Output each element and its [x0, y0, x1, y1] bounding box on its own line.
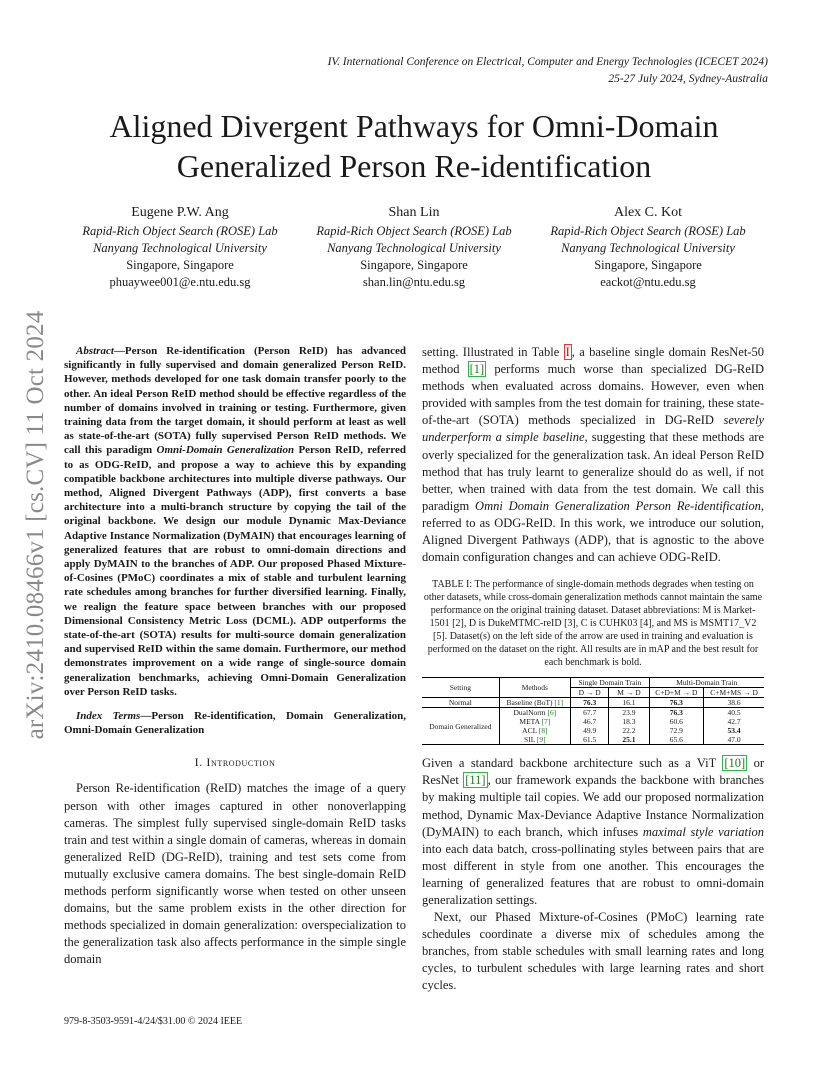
citation-link[interactable]: [11]	[465, 773, 486, 788]
abstract	[64, 344, 406, 699]
cell-value	[649, 708, 704, 718]
text-run: , a baseline single domain ResNet-50 method	[422, 345, 764, 377]
cell-value: 22.2	[609, 726, 649, 735]
cell-value	[649, 698, 704, 708]
abstract-text-2: Person ReID, referred to as ODG-ReID, and propose a way to achieve this by expanding compatible backbone architectures into multiple diverse pathways. Our method, Aligned Divergent Pathways (ADP), first converts a base architecture into a multi-branch structure by copying the tail of the original backbone. We design our module Dynamic Max-Deviance Adaptive Instance Normalization (DyMAIN) that encourages learning of generalized features that are robust to omni-domain directions and apply DyMAIN to the branches of ADP. Our proposed Phased Mixture-of-Cosines (PMoC) coordinates a mix of stable and turbulent learning rate schedules among branches for further diversified learning. Finally, we realign the feature space between branches with our proposed Dimensional Consistency Metric Loss (DCML). ADP outperforms the state-of-the-art (SOTA) results for multi-source domain generalization and supervised ReID within the same domain. Furthermore, our method demonstrates improvement on a wide range of single-source domain generalization benchmarks, achieving Omni-Domain Generalization over Person ReID tasks.	[64, 444, 406, 698]
author-lab: Rapid-Rich Object Search (ROSE) Lab	[82, 224, 278, 238]
header-col: M → D	[609, 688, 649, 698]
cell-value: 60.6	[649, 717, 704, 726]
text-run: setting. Illustrated in Table	[422, 345, 564, 359]
section-number: I.	[194, 755, 203, 770]
citation-link[interactable]: [6]	[547, 708, 557, 718]
index-terms	[64, 709, 406, 737]
conference-date: 25-27 July 2024, Sydney-Australia	[608, 73, 768, 85]
author-3	[532, 203, 764, 291]
method-name: SIL	[524, 735, 536, 745]
method-name: Baseline (BoT)	[506, 698, 553, 708]
conference-name: IV. International Conference on Electrical, Computer and Energy Technologies (ICECET 2024)	[327, 56, 768, 68]
results-table	[422, 677, 764, 745]
author-university: Nanyang Technological University	[561, 241, 735, 255]
index-terms-label: Index Terms	[76, 710, 141, 723]
cell-method	[499, 698, 570, 708]
intro-paragraph-3	[422, 755, 764, 909]
author-location: Singapore, Singapore	[360, 258, 468, 272]
left-column	[64, 344, 406, 969]
section-heading-introduction	[64, 755, 406, 770]
header-methods: Methods	[499, 678, 570, 698]
author-1	[64, 203, 296, 291]
intro-paragraph-1: Person Re-identification (ReID) matches the image of a query person with other images captured in other nonoverlapping cameras. The simplest fully supervised single-domain ReID tasks train and test within a single domain of cameras, whereas in domain generalized ReID (DG-ReID), training and test sets come from mutually exclusive camera domains. The best single-domain ReID methods perform significantly worse when tested on other unseen domains, but the same problem exists in the other direction for methods specialized in domain generalization: overspecialization to the generalization task also affects performance in the simple single domain	[64, 781, 406, 967]
best-value: 25.1	[622, 735, 636, 745]
author-email[interactable]: shan.lin@ntu.edu.sg	[362, 275, 466, 289]
citation-link[interactable]: [1]	[554, 698, 564, 708]
cell-setting: Domain Generalized	[422, 708, 499, 745]
author-name: Shan Lin	[388, 205, 440, 220]
method-name: DualNorm	[513, 708, 546, 718]
best-value: 76.3	[583, 698, 597, 708]
best-value: 76.3	[669, 698, 683, 708]
abstract-text-1: —Person Re-identification (Person ReID) has advanced significantly in fully supervised and domain generalized Person ReID. However, methods developed for one task domain transfer poorly to the other. An ideal Person ReID method should be effective regardless of the number of domains involved in training or testing. Furthermore, given training data from the target domain, it should perform at least as well as state-of-the-art (SOTA) fully supervised Person ReID methods. We call this paradigm	[64, 345, 406, 457]
cell-value: 42.7	[704, 717, 764, 726]
header-setting: Setting	[422, 678, 499, 698]
text-run: into each data batch, cross-pollinating styles between pairs that are most different in style from one another. This encourages the learning of generalized features that are robust to omni-domain generalization settings.	[422, 841, 764, 907]
author-university: Nanyang Technological University	[327, 241, 501, 255]
paper-title	[60, 106, 768, 186]
paper-title-line1: Aligned Divergent Pathways for Omni-Domain	[109, 108, 719, 144]
right-column	[422, 344, 764, 995]
arxiv-sidebar-stamp	[22, 285, 50, 765]
author-university: Nanyang Technological University	[93, 241, 267, 255]
citation-link[interactable]: [9]	[536, 735, 546, 745]
cell-value: 23.9	[609, 708, 649, 718]
cell-method	[499, 708, 570, 718]
emphasis: maximal style variation	[642, 824, 764, 839]
paper-title-line2: Generalized Person Re-identification	[176, 148, 652, 184]
text-run: or ResNet	[422, 756, 764, 788]
intro-paragraph-2	[422, 344, 764, 566]
cell-value	[609, 735, 649, 745]
cell-value: 67.7	[571, 708, 609, 718]
citation-link[interactable]: [7]	[541, 717, 551, 727]
citation-link[interactable]: [1]	[469, 362, 485, 377]
author-2	[298, 203, 530, 291]
author-email[interactable]: phuaywee001@e.ntu.edu.sg	[109, 275, 251, 289]
cell-value: 47.0	[704, 735, 764, 745]
emphasis: Omni Domain Generalization Person Re-identification	[475, 498, 761, 513]
table-reference-link[interactable]: I	[565, 345, 570, 359]
conference-header	[328, 54, 768, 88]
index-terms-text: —Person Re-identification, Domain Generalization, Omni-Domain Generalization	[64, 710, 406, 737]
table-caption: TABLE I: The performance of single-domain methods degrades when testing on other datasets, while cross-domain generalization methods cannot maintain the same performance on the original training dataset. Dataset abbreviations: M is Market-1501 [2], D is DukeMTMC-reID [3], C is CUHK03 [4], and MS is MSMT17_V2 [5]. Dataset(s) on the left side of the arrow are used in training and evaluation is performed on the dataset on the right. All results are in mAP and the best result for each benchmark is bold.	[423, 579, 763, 669]
header-col: C+D+M → D	[649, 688, 704, 698]
cell-value: 46.7	[571, 717, 609, 726]
text-run: , our framework expands the backbone with branches by making multiple tail copies. We add our proposed normalization method, Dynamic Max-Deviance Adaptive Instance Normalization (DyMAIN) to each branch, which infuses	[422, 773, 764, 839]
author-location: Singapore, Singapore	[126, 258, 234, 272]
cell-setting: Normal	[448, 698, 472, 708]
cell-value: 38.6	[704, 698, 764, 708]
cell-value: 61.5	[571, 735, 609, 745]
abstract-emphasis: Omni-Domain Generalization	[156, 444, 295, 457]
author-email[interactable]: eackot@ntu.edu.sg	[600, 275, 696, 289]
cell-value: 65.6	[649, 735, 704, 745]
cell-value: 49.9	[571, 726, 609, 735]
best-value: 76.3	[669, 708, 683, 718]
text-run: , suggesting that these methods are overly specialized for the generalization task. An ideal Person ReID method that has truly learnt to generalize should do as well, if not better, when trained with data from the test domain. We call this paradigm	[422, 430, 764, 513]
text-run: performs much worse than specialized DG-ReID methods when evaluated across domains. However, even when provided with samples from the test domain for training, these state-of-the-art (SOTA) methods specialized in DG-ReID	[422, 362, 764, 428]
author-name: Eugene P.W. Ang	[131, 205, 229, 220]
cell-method	[499, 717, 570, 726]
cell-value: 16.1	[609, 698, 649, 708]
abstract-label: Abstract	[76, 345, 114, 357]
intro-paragraph-4: Next, our Phased Mixture-of-Cosines (PMoC) learning rate schedules coordinate a diverse mix of schedules among the branches, from stable schedules with small learning rates and long cycles, to turbulent schedules with large learning rates and short cycles.	[422, 910, 764, 993]
header-multi-domain: Multi-Domain Train	[649, 678, 764, 688]
section-title: Introduction	[206, 755, 276, 770]
header-col: D → D	[571, 688, 609, 698]
copyright-footer: 979-8-3503-9591-4/24/$31.00 © 2024 IEEE	[64, 1016, 243, 1027]
author-location: Singapore, Singapore	[594, 258, 702, 272]
cell-value: 72.9	[649, 726, 704, 735]
cell-value	[571, 698, 609, 708]
table-row	[422, 698, 764, 708]
text-run: , referred to as ODG-ReID. In this work, we introduce our solution, Aligned Divergent Pathways (ADP), that is agnostic to the above domain configuration changes and can achieve ODG-ReID.	[422, 498, 764, 565]
table-row	[422, 708, 764, 718]
best-value: 53.4	[727, 726, 741, 736]
header-col: C+M+MS → D	[704, 688, 764, 698]
cell-method	[499, 726, 570, 735]
cell-value: 18.3	[609, 717, 649, 726]
cell-value: 40.5	[704, 708, 764, 718]
emphasis: severely underperform a simple baseline	[422, 413, 764, 445]
author-lab: Rapid-Rich Object Search (ROSE) Lab	[550, 224, 746, 238]
method-name: META	[519, 717, 540, 727]
text-run: Given a standard backbone architecture such as a ViT	[422, 756, 723, 771]
author-name: Alex C. Kot	[613, 205, 683, 220]
citation-link[interactable]: [10]	[724, 756, 746, 771]
cell-method	[499, 735, 570, 745]
header-single-domain: Single Domain Train	[571, 678, 650, 688]
citation-link[interactable]: [8]	[538, 726, 548, 736]
author-lab: Rapid-Rich Object Search (ROSE) Lab	[316, 224, 512, 238]
cell-value	[704, 726, 764, 735]
author-block	[64, 203, 764, 291]
arxiv-id-text: arXiv:2410.08466v1 [cs.CV] 11 Oct 2024	[22, 310, 49, 740]
method-name: ACL	[522, 726, 537, 736]
